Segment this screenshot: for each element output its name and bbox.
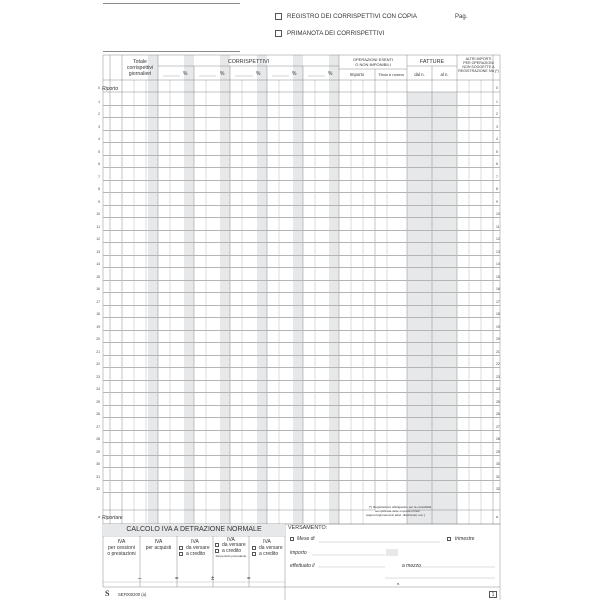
form-code: SEF000200 (a) bbox=[118, 592, 147, 597]
mese-label: Mese di bbox=[297, 536, 315, 542]
op-minus: – bbox=[138, 576, 142, 582]
calc-c4-credito-checkbox[interactable] bbox=[215, 549, 219, 553]
row-number-left: 21 bbox=[96, 349, 100, 354]
row-number-left: 26 bbox=[96, 412, 100, 416]
titolo-header: Titolo e norma bbox=[378, 72, 404, 77]
row-number-left: 14 bbox=[96, 262, 100, 266]
esenti-header-l2: O NON IMPONIBILI bbox=[355, 62, 391, 67]
pct-3: % bbox=[256, 71, 261, 77]
row-number-left: 15 bbox=[96, 274, 100, 279]
row-number-right: 24 bbox=[496, 387, 500, 391]
row-number-right: 25 bbox=[496, 399, 500, 404]
row-number-right: 32 bbox=[496, 487, 500, 491]
esenti-header-l1: OPERAZIONI ESENTI bbox=[352, 57, 394, 62]
row-number-right: 27 bbox=[496, 424, 500, 429]
row-number-left: 30 bbox=[96, 462, 100, 466]
row-number-left: 24 bbox=[96, 387, 100, 391]
row-number-left: 2 bbox=[98, 112, 100, 116]
calc-c5-l2: da versare bbox=[259, 545, 283, 551]
row-0-number-left: 0 bbox=[98, 86, 100, 90]
fatture-header: FATTURE bbox=[419, 59, 445, 65]
pct-5: % bbox=[328, 71, 333, 77]
row-number-left: 22 bbox=[96, 362, 100, 366]
row-number-right: 3 bbox=[496, 124, 498, 129]
last-row-number-right: a bbox=[496, 515, 498, 519]
row-number-right: 18 bbox=[496, 312, 500, 316]
row-number-left: 9 bbox=[98, 199, 100, 204]
row-number-right: 31 bbox=[496, 474, 500, 479]
trimestre-label: trimestre bbox=[455, 536, 475, 542]
calc-c5-l3: a credito bbox=[259, 551, 279, 557]
row-number-right: 1 bbox=[496, 99, 498, 104]
calc-c5-l1: IVA bbox=[263, 539, 271, 545]
altri-header-l4: REGISTRAZIONE IVA (*) bbox=[458, 69, 499, 73]
row-number-right: 22 bbox=[496, 362, 500, 366]
footnote-l1: (*) Registrazioni obbligatorie per la contabilità bbox=[369, 505, 432, 509]
row-number-left: 29 bbox=[96, 449, 100, 454]
calc-c4-l4: dal periodo precedente bbox=[215, 554, 247, 558]
calc-title: CALCOLO IVA A DETRAZIONE NORMALE bbox=[126, 526, 262, 533]
row-number-right: 16 bbox=[496, 287, 500, 291]
row-number-left: 23 bbox=[96, 374, 100, 379]
calc-c4-l1: IVA bbox=[227, 537, 235, 543]
brand-logo: S bbox=[105, 589, 110, 598]
row-number-right: 7 bbox=[496, 174, 498, 179]
row-number-left: 16 bbox=[96, 287, 100, 291]
row-0-number-right: 0 bbox=[496, 86, 498, 90]
row-number-right: 9 bbox=[496, 199, 498, 204]
row-number-left: 4 bbox=[98, 137, 100, 141]
dal-header: dal n. bbox=[414, 72, 425, 77]
mezzo-label: a mezzo bbox=[402, 563, 421, 569]
row-number-right: 29 bbox=[496, 449, 500, 454]
total-header-l3: giornalieri bbox=[128, 71, 152, 77]
row-number-left: 27 bbox=[96, 424, 100, 429]
row-number-left: 11 bbox=[96, 224, 100, 229]
row-number-left: 6 bbox=[98, 162, 100, 166]
altri-header-l1: ALTRI IMPORTI bbox=[465, 57, 492, 61]
row-number-left: 17 bbox=[96, 299, 100, 304]
row-number-right: 6 bbox=[496, 162, 498, 166]
calc-c3-l1: IVA bbox=[191, 539, 199, 545]
row-number-right: 26 bbox=[496, 412, 500, 416]
pct-4: % bbox=[292, 71, 297, 77]
row-number-left: 3 bbox=[98, 124, 100, 129]
row-number-left: 20 bbox=[96, 337, 100, 341]
calc-c5-versare-checkbox[interactable] bbox=[252, 546, 256, 550]
calc-c2-l2: per acquisti bbox=[145, 545, 172, 551]
primanota-label: PRIMANOTA DEI CORRISPETTIVI bbox=[287, 30, 385, 37]
row-number-left: 7 bbox=[98, 174, 100, 179]
op-eq: = bbox=[175, 576, 179, 582]
total-header-l2: corrispettivi bbox=[126, 65, 154, 71]
row-number-right: 11 bbox=[496, 224, 500, 229]
row-number-right: 30 bbox=[496, 462, 500, 466]
calc-c1-l3: o prestazioni bbox=[107, 551, 136, 557]
calc-c3-credito-checkbox[interactable] bbox=[179, 552, 183, 556]
calc-c1-l2: per cessioni bbox=[108, 545, 135, 551]
importo-label: importo bbox=[290, 550, 307, 556]
row-number-left: 12 bbox=[96, 237, 100, 241]
row-number-right: 21 bbox=[496, 349, 500, 354]
calc-c4-versare-checkbox[interactable] bbox=[215, 543, 219, 547]
riportare-label: Riportare bbox=[102, 515, 123, 521]
calc-c4-l3: a credito bbox=[222, 548, 242, 554]
last-row-number-left: a bbox=[98, 515, 100, 519]
row-number-right: 13 bbox=[496, 249, 500, 254]
effettuato-label: effettuato il bbox=[290, 563, 315, 569]
registro-label: REGISTRO DEI CORRISPETTIVI CON COPIA bbox=[287, 13, 417, 20]
row-number-right: 10 bbox=[496, 212, 500, 216]
calc-c4-l2: da versare bbox=[222, 542, 246, 548]
calc-c2-l1: IVA bbox=[154, 539, 163, 545]
row-number-right: 5 bbox=[496, 149, 498, 154]
op-pm: ± bbox=[211, 576, 215, 582]
footnote-l2: semplificata delle imprese minori bbox=[375, 509, 420, 513]
page-label: Pag. bbox=[455, 14, 468, 20]
versamento-title: VERSAMENTO: bbox=[288, 525, 328, 531]
importo-header: Importo bbox=[349, 72, 365, 77]
row-number-right: 20 bbox=[496, 337, 500, 341]
riporto-label: Riporto bbox=[102, 86, 119, 92]
calc-c3-l2: da versare bbox=[186, 545, 210, 551]
op-eq2: = bbox=[247, 576, 251, 582]
altri-header-l2: PER OPERAZIONI bbox=[463, 61, 494, 65]
row-number-left: 1 bbox=[98, 99, 100, 104]
row-number-right: 15 bbox=[496, 274, 500, 279]
row-number-left: 19 bbox=[96, 324, 100, 329]
mese-checkbox[interactable] bbox=[290, 537, 294, 541]
page-number: 1 bbox=[489, 591, 497, 598]
row-number-left: 10 bbox=[96, 212, 100, 216]
altri-header-l3: NON SOGGETTE A bbox=[462, 65, 495, 69]
row-number-left: 32 bbox=[96, 487, 100, 491]
row-number-left: 28 bbox=[96, 437, 100, 441]
calc-c5-credito-checkbox[interactable] bbox=[252, 552, 256, 556]
row-number-left: 13 bbox=[96, 249, 100, 254]
calc-c1-l1: IVA bbox=[117, 539, 126, 545]
row-number-right: 23 bbox=[496, 374, 500, 379]
calc-c3-versare-checkbox[interactable] bbox=[179, 546, 183, 550]
row-number-left: 18 bbox=[96, 312, 100, 316]
calc-c3-l3: a credito bbox=[186, 551, 206, 557]
row-number-right: 2 bbox=[496, 112, 498, 116]
row-number-right: 8 bbox=[496, 187, 498, 191]
row-number-right: 12 bbox=[496, 237, 500, 241]
trimestre-checkbox[interactable] bbox=[447, 537, 451, 541]
pct-1: % bbox=[183, 71, 188, 77]
row-number-right: 17 bbox=[496, 299, 500, 304]
row-number-right: 19 bbox=[496, 324, 500, 329]
row-number-left: 8 bbox=[98, 187, 100, 191]
row-number-left: 5 bbox=[98, 149, 100, 154]
footnote-l3: (approvvigionamenti attivi, dilazionati, ecc.) bbox=[366, 513, 425, 517]
pct-2: % bbox=[220, 71, 225, 77]
row-number-right: 28 bbox=[496, 437, 500, 441]
row-number-left: 25 bbox=[96, 399, 100, 404]
corrispettivi-header: CORRISPETTIVI bbox=[227, 59, 270, 65]
row-number-right: 14 bbox=[496, 262, 500, 266]
total-header-l1: Totale bbox=[133, 59, 147, 65]
n-label: n. bbox=[397, 581, 401, 586]
row-number-right: 4 bbox=[496, 137, 498, 141]
row-number-left: 31 bbox=[96, 474, 100, 479]
al-header: al n. bbox=[440, 72, 449, 77]
